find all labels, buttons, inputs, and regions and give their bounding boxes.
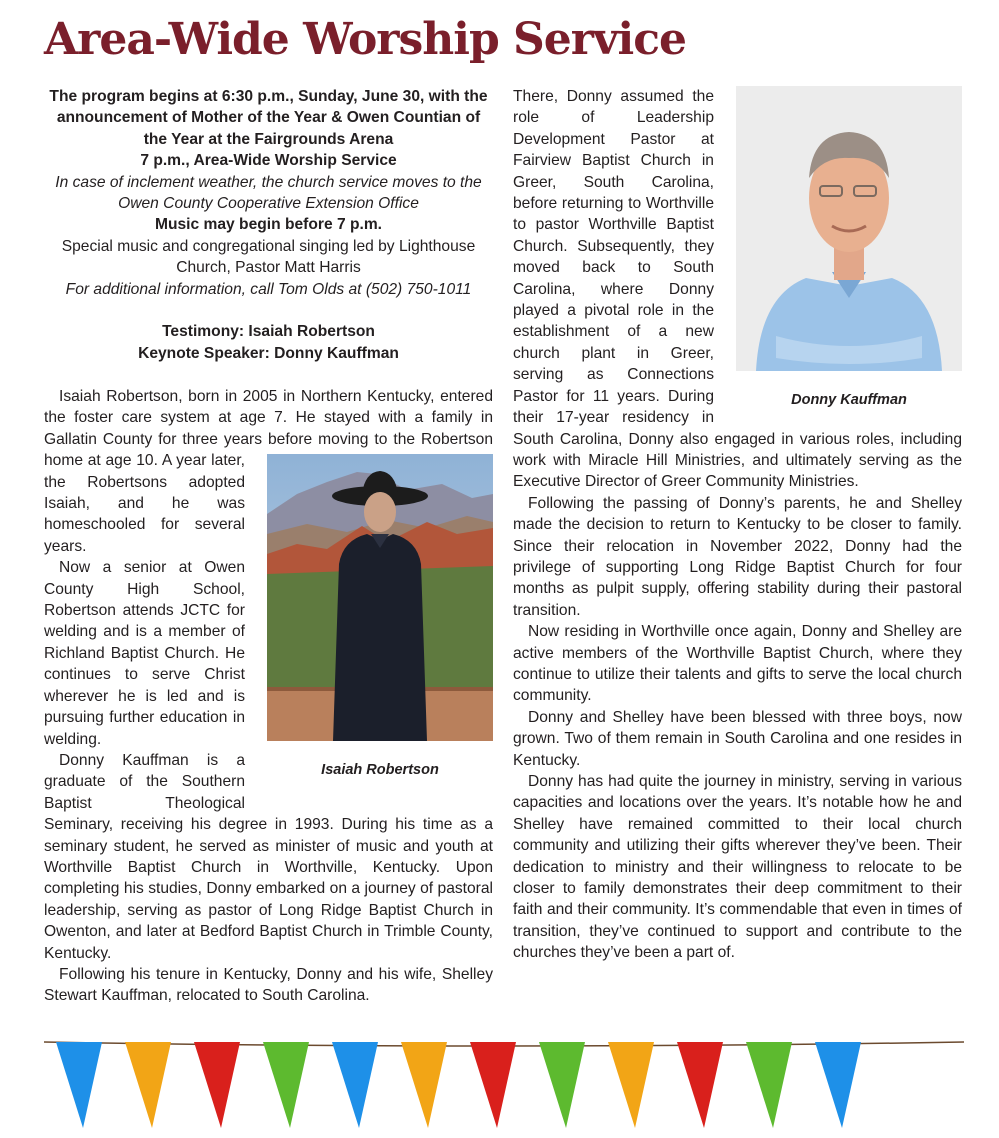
isaiah-caption: Isaiah Robertson	[321, 762, 439, 778]
special-music-text: Special music and congregational singing led by Lighthouse Church, Pastor Matt Harris	[61, 237, 476, 277]
pennant-flag	[677, 1042, 723, 1128]
column-right	[513, 86, 962, 964]
body-paragraph: Donny has had quite the journey in ministry, serving in various capacities and locations over the years. It’s notable how he and Shelley have remained committed to their local church community and utilizing their gifts wherever they’ve been. Their dedication to ministry and their willingness to relocate to be closer to family demonstrates their deep commitment to their faith and their community. It’s commendable that even in times of transition, they’ve continued to support and contribute to the churches they’ve been a part of.	[513, 773, 962, 962]
body-paragraph: Now a senior at Owen County High School, Robertson attends JCTC for welding and is a member of Richland Baptist Church. He continues to serve Christ wherever he is led and is pursuing further education in welding.	[44, 559, 245, 748]
keynote-heading: Keynote Speaker: Donny Kauffman	[138, 344, 399, 362]
isaiah-figure	[267, 454, 493, 814]
worship-service-time: 7 p.m., Area-Wide Worship Service	[140, 152, 397, 170]
bunting-decoration	[44, 1036, 964, 1136]
testimony-heading: Testimony: Isaiah Robertson	[162, 323, 375, 341]
body-paragraph: Donny and Shelley have been blessed with three boys, now grown. Two of them remain in South Carolina and one resides in Kentucky.	[513, 708, 962, 769]
pennant-flag	[332, 1042, 378, 1128]
music-notice: Music may begin before 7 p.m.	[154, 216, 383, 234]
isaiah-photo	[267, 454, 493, 741]
column-left	[44, 386, 493, 1007]
pennant-flag	[56, 1042, 102, 1128]
pennant-flag	[125, 1042, 171, 1128]
body-paragraph: Isaiah Robertson, born in 2005 in Northern Kentucky, entered the foster care system at age 7. He stayed with a family in Gallatin County for three years before moving to the Robertson home at age 10. A year later, the Robertsons adopted Isaiah, and he was homeschooled for several years.	[44, 388, 493, 555]
body-paragraph: There, Donny assumed the role of Leadership Development Pastor at Fairview Baptist Church in Greer, South Carolina, before returning to Worthville to pastor Worthville Baptist Church. Subsequently, they moved back to South Carolina, where Donny played a pivotal role in the establishment of a new church plant in Greer, serving as Connections Pastor for 11 years. During their 17-year residency in South Carolina, Donny also engaged in various roles, including work with Miracle Hill Ministries, and ultimately serving as the Executive Director of Greer Community Ministries.	[513, 88, 962, 491]
weather-notice: In case of inclement weather, the church service moves to the Owen County Cooperative Extension Office	[55, 173, 482, 213]
body-paragraph: Donny Kauffman is a graduate of the Southern Baptist Theological Seminary, receiving his degree in 1993. During his time as a seminary student, he served as minister of music and youth at Worthville Baptist Church in Worthville, Kentucky. Upon completing his studies, Donny embarked on a journey of pastoral leadership, serving as pastor of Long Ridge Baptist Church in Owenton, and later at Bedford Baptist Church in Trimble County, Kentucky.	[44, 751, 493, 962]
program-start-text: The program begins at 6:30 p.m., Sunday, June 30, with the announcement of Mother of the Year & Owen Countian of the Year at the Fairgrounds Arena	[49, 88, 488, 148]
donny-caption: Donny Kauffman	[791, 392, 907, 408]
article-title: Area-Wide Worship Service	[44, 14, 687, 65]
pennant-flag	[470, 1042, 516, 1128]
contact-info: For additional information, call Tom Olds at (502) 750-1011	[65, 280, 472, 298]
pennant-flag	[608, 1042, 654, 1128]
donny-figure	[736, 86, 962, 417]
event-details	[44, 86, 493, 364]
pennant-flag	[815, 1042, 861, 1128]
body-paragraph: Following the passing of Donny’s parents, he and Shelley made the decision to return to Kentucky to be closer to family. Since their relocation in November 2022, Donny had the privilege of supporting Long Ridge Baptist Church for four months as pulpit supply, offering stability during their pastoral transition.	[513, 494, 962, 619]
pennant-flag	[539, 1042, 585, 1128]
pennant-flag	[401, 1042, 447, 1128]
pennant-flag	[746, 1042, 792, 1128]
body-paragraph: Following his tenure in Kentucky, Donny and his wife, Shelley Stewart Kauffman, relocated to South Carolina.	[44, 965, 493, 1005]
pennant-flag	[263, 1042, 309, 1128]
body-paragraph: Now residing in Worthville once again, Donny and Shelley are active members of the Worthville Baptist Church, where they continue to utilize their talents and gifts to serve the local church community.	[513, 623, 962, 705]
pennant-flag	[194, 1042, 240, 1128]
donny-photo	[736, 86, 962, 371]
